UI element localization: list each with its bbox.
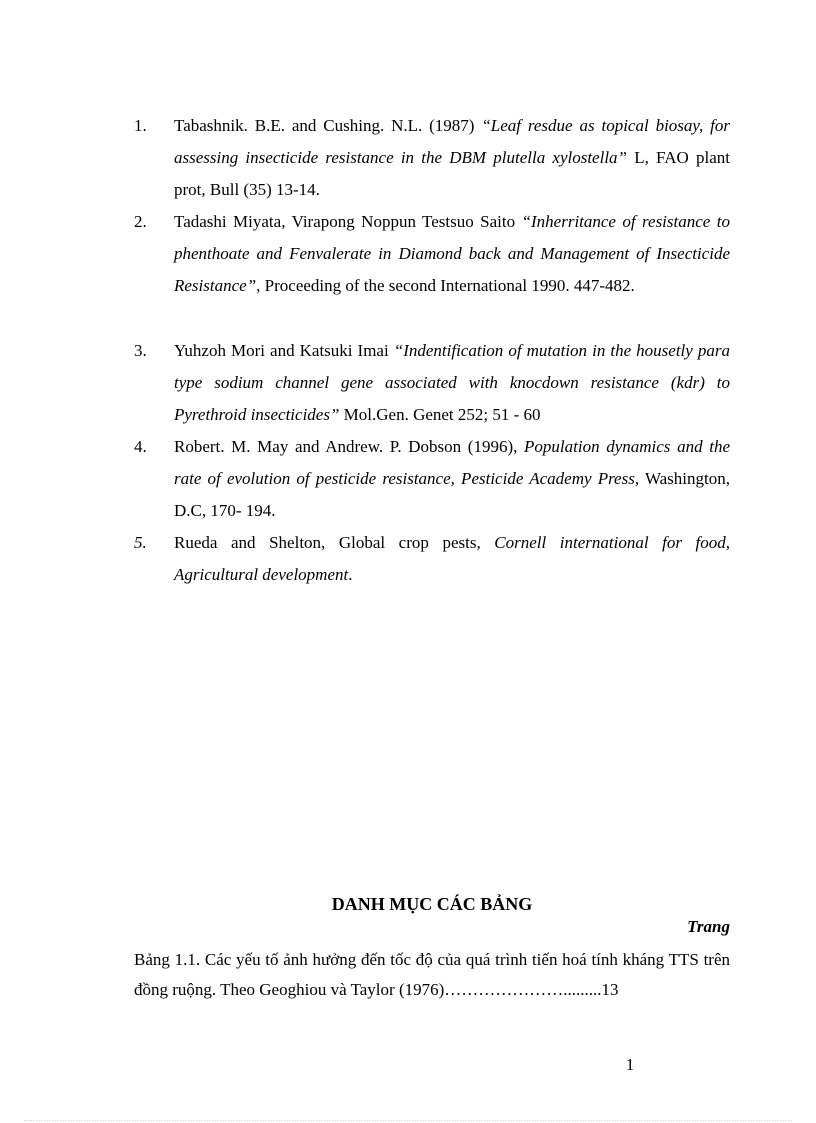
reference-number: 3. bbox=[134, 341, 147, 360]
page-number: 1 bbox=[625, 1055, 635, 1074]
page-bottom-divider bbox=[24, 1120, 792, 1121]
reference-text: Tadashi Miyata, Virapong Noppun Testsuo Saito “Inherritance of resistance to phenthoate and Fenvalerate in Diamond back and Management of Insecticide Resistance”, Proceeding of the second International 1990. 447-482. bbox=[174, 212, 730, 295]
reference-text: Rueda and Shelton, Global crop pests, Cornell international for food, Agricultural development. bbox=[174, 533, 730, 584]
table-list-title: DANH MỤC CÁC BẢNG bbox=[331, 894, 533, 914]
reference-text: Yuhzoh Mori and Katsuki Imai “Indentification of mutation in the housetly para type sodium channel gene associated with knocdown resistance (kdr) to Pyrethroid insecticides” Mol.Gen. Genet 252; 51 - 60 bbox=[174, 341, 730, 424]
reference-item bbox=[134, 206, 730, 302]
page-column-label: Trang bbox=[687, 917, 730, 936]
reference-list bbox=[134, 110, 730, 591]
reference-item bbox=[134, 110, 730, 206]
reference-number: 1. bbox=[134, 116, 147, 135]
reference-item bbox=[134, 335, 730, 431]
blank-line bbox=[134, 302, 730, 335]
reference-number: 5. bbox=[134, 533, 147, 552]
reference-text: Robert. M. May and Andrew. P. Dobson (1996), Population dynamics and the rate of evolution of pesticide resistance, Pesticide Academy Press, Washington, D.C, 170- 194. bbox=[174, 437, 730, 520]
reference-item bbox=[134, 431, 730, 527]
table-list-entry: Bảng 1.1. Các yếu tố ảnh hưởng đến tốc độ của quá trình tiến hoá tính kháng TTS trên đồng ruộng. Theo Geoghiou và Taylor (1976)………………….........13 bbox=[134, 950, 730, 999]
reference-text: Tabashnik. B.E. and Cushing. N.L. (1987) “Leaf resdue as topical biosay, for assessing insecticide resistance in the DBM plutella xylostella” L, FAO plant prot, Bull (35) 13-14. bbox=[174, 116, 731, 199]
reference-item bbox=[134, 527, 730, 591]
reference-number: 4. bbox=[134, 437, 147, 456]
reference-number: 2. bbox=[134, 212, 147, 231]
